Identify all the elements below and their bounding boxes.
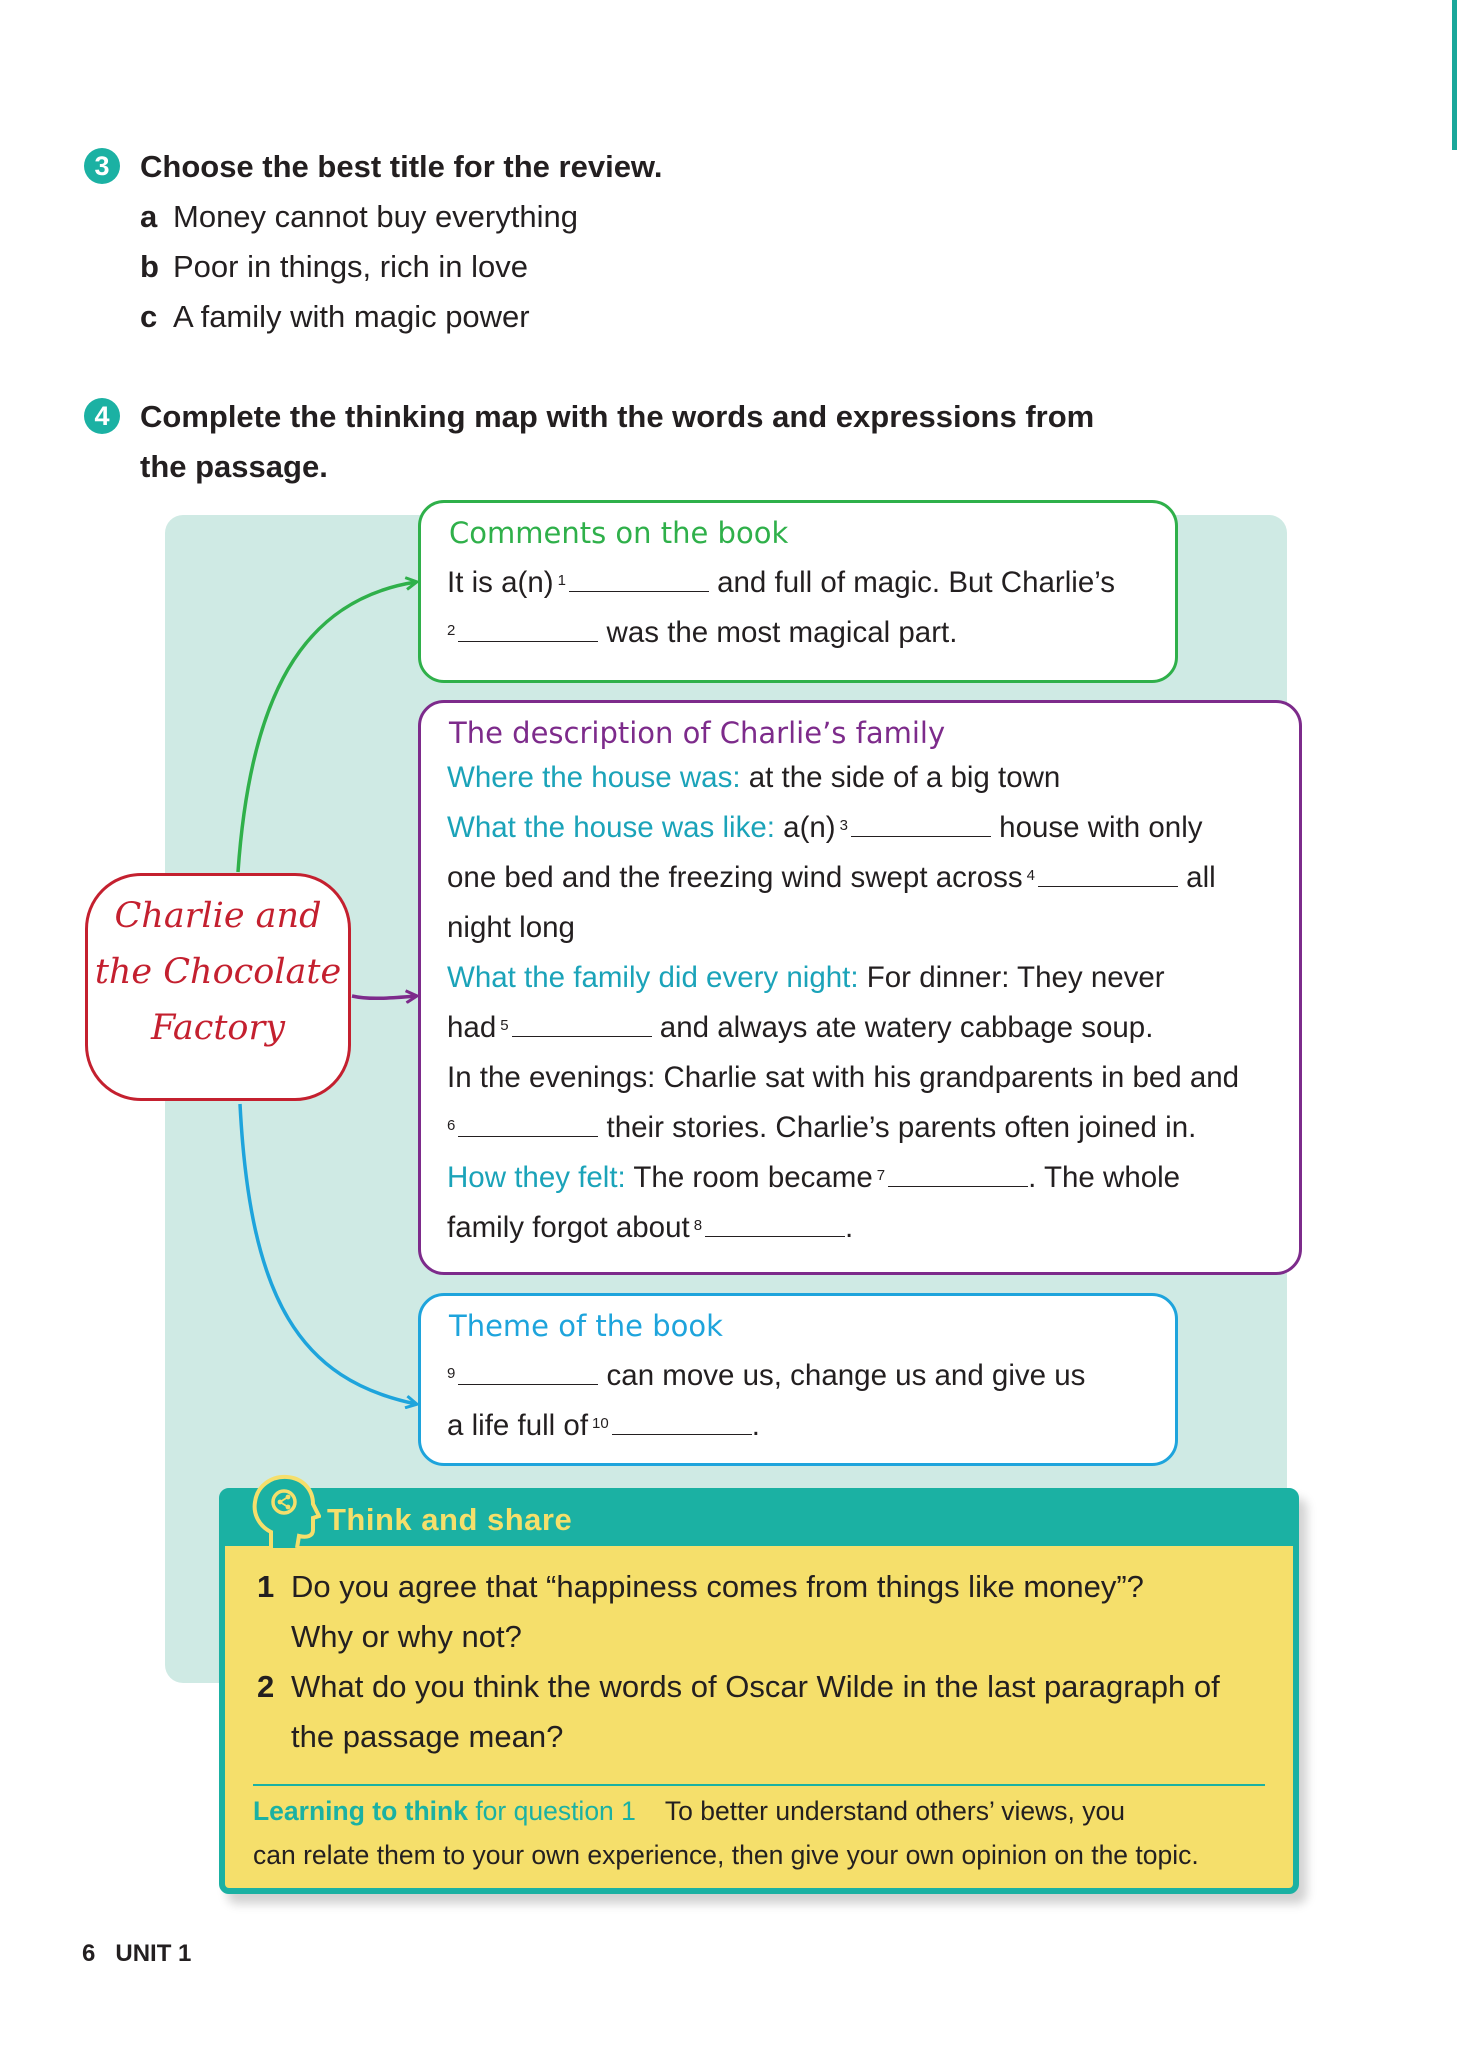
option-b-letter: b bbox=[140, 249, 159, 284]
family-text: For dinner: They never bbox=[866, 961, 1165, 994]
family-line-1 bbox=[447, 753, 1060, 803]
question-4-prompt-line1: Complete the thinking map with the words and expressions from bbox=[140, 399, 1095, 434]
family-text: one bed and the freezing wind swept across bbox=[447, 861, 1023, 894]
comments-line-2 bbox=[447, 608, 957, 658]
blank-number-9: 9 bbox=[447, 1365, 456, 1382]
map-center-book-title bbox=[85, 873, 351, 1101]
center-line-3: Factory bbox=[150, 1008, 286, 1048]
blank-5[interactable] bbox=[512, 1011, 652, 1037]
where-text: at the side of a big town bbox=[748, 761, 1061, 794]
blank-2[interactable] bbox=[458, 616, 598, 642]
family-line-6 bbox=[447, 1003, 1153, 1053]
think-question-1-line2: Why or why not? bbox=[291, 1619, 522, 1654]
family-text: a(n) bbox=[783, 811, 836, 844]
blank-8[interactable] bbox=[705, 1211, 845, 1237]
blank-6[interactable] bbox=[458, 1111, 598, 1137]
learning-divider bbox=[253, 1784, 1265, 1786]
option-c-text: A family with magic power bbox=[173, 299, 530, 334]
house-like-label: What the house was like: bbox=[447, 811, 775, 844]
blank-number-5: 5 bbox=[500, 1017, 509, 1034]
blank-3[interactable] bbox=[851, 811, 991, 837]
think-question-1 bbox=[257, 1562, 1144, 1662]
comments-box bbox=[418, 500, 1178, 683]
blank-number-8: 8 bbox=[693, 1217, 703, 1234]
learning-for-question: for question 1 bbox=[475, 1796, 636, 1826]
theme-line-2 bbox=[447, 1401, 760, 1451]
family-text: all bbox=[1186, 861, 1216, 894]
theme-text: a life full of bbox=[447, 1409, 589, 1442]
center-line-1: Charlie and bbox=[114, 896, 322, 936]
think-and-share-title: Think and share bbox=[327, 1502, 573, 1537]
blank-10[interactable] bbox=[612, 1409, 752, 1435]
learning-line-1 bbox=[253, 1789, 1199, 1833]
comments-text: It is a(n) bbox=[447, 566, 554, 599]
family-text: . bbox=[845, 1211, 854, 1244]
center-line-2: the Chocolate bbox=[94, 952, 342, 992]
option-a-text: Money cannot buy everything bbox=[173, 199, 578, 234]
page-number: 6 bbox=[82, 1940, 96, 1967]
blank-1[interactable] bbox=[569, 566, 709, 592]
question-4-prompt-line2: the passage. bbox=[140, 449, 328, 484]
family-line-2 bbox=[447, 803, 1203, 853]
comments-text: and full of magic. But Charlie’s bbox=[717, 566, 1116, 599]
comments-text: was the most magical part. bbox=[606, 616, 958, 649]
think-question-2-line2: the passage mean? bbox=[291, 1719, 564, 1754]
blank-number-1: 1 bbox=[557, 572, 566, 589]
family-line-5 bbox=[447, 953, 1165, 1003]
theme-text: can move us, change us and give us bbox=[606, 1359, 1086, 1392]
felt-label: How they felt: bbox=[447, 1161, 626, 1194]
family-text: family forgot about bbox=[447, 1211, 690, 1244]
blank-number-10: 10 bbox=[592, 1415, 609, 1432]
think-question-1-line1: Do you agree that “happiness comes from things like money”? bbox=[291, 1569, 1144, 1604]
unit-label: UNIT 1 bbox=[115, 1940, 192, 1967]
theme-line-1 bbox=[447, 1351, 1085, 1401]
learning-text-1: To better understand others’ views, you bbox=[664, 1796, 1125, 1826]
blank-4[interactable] bbox=[1038, 861, 1178, 887]
where-label: Where the house was: bbox=[447, 761, 741, 794]
learning-to-think-label: Learning to think bbox=[253, 1796, 468, 1826]
family-text: had bbox=[447, 1011, 497, 1044]
family-title: The description of Charlie’s family bbox=[449, 716, 946, 750]
theme-text: . bbox=[751, 1409, 760, 1442]
option-a-letter: a bbox=[140, 199, 158, 234]
theme-title: Theme of the book bbox=[449, 1309, 723, 1343]
arrow-to-comments bbox=[238, 582, 416, 872]
comments-title: Comments on the book bbox=[449, 516, 789, 550]
family-line-3 bbox=[447, 853, 1216, 903]
think-question-2-line1: What do you think the words of Oscar Wilde in the last paragraph of bbox=[291, 1669, 1220, 1704]
family-line-4: night long bbox=[447, 911, 575, 944]
question-4-number: 4 bbox=[84, 398, 120, 434]
blank-number-6: 6 bbox=[447, 1117, 456, 1134]
family-text: house with only bbox=[999, 811, 1203, 844]
family-line-8 bbox=[447, 1103, 1196, 1153]
blank-number-7: 7 bbox=[876, 1167, 886, 1184]
family-line-9 bbox=[447, 1153, 1180, 1203]
arrow-to-family bbox=[352, 996, 416, 998]
learning-to-think-note bbox=[253, 1789, 1199, 1877]
comments-line-1 bbox=[447, 558, 1115, 608]
family-text: and always ate watery cabbage soup. bbox=[659, 1011, 1154, 1044]
family-text: . The whole bbox=[1028, 1161, 1181, 1194]
learning-text-2: can relate them to your own experience, then give your own opinion on the topic. bbox=[253, 1840, 1199, 1870]
think-question-2-number: 2 bbox=[257, 1669, 275, 1704]
family-line-7: In the evenings: Charlie sat with his grandparents in bed and bbox=[447, 1061, 1240, 1094]
think-and-share-panel bbox=[219, 1488, 1299, 1894]
every-night-label: What the family did every night: bbox=[447, 961, 859, 994]
family-text: their stories. Charlie’s parents often joined in. bbox=[606, 1111, 1197, 1144]
head-share-icon bbox=[251, 1474, 321, 1552]
family-description-box bbox=[418, 700, 1302, 1275]
question-3-number: 3 bbox=[84, 148, 120, 184]
family-line-10 bbox=[447, 1203, 853, 1253]
page-footer bbox=[82, 1940, 191, 1968]
think-question-1-number: 1 bbox=[257, 1569, 275, 1604]
blank-number-3: 3 bbox=[839, 817, 848, 834]
blank-7[interactable] bbox=[888, 1161, 1028, 1187]
theme-box bbox=[418, 1293, 1178, 1466]
option-c-letter: c bbox=[140, 299, 158, 334]
arrow-to-theme bbox=[240, 1104, 416, 1404]
blank-number-2: 2 bbox=[447, 622, 456, 639]
question-3-prompt: Choose the best title for the review. bbox=[140, 149, 663, 184]
blank-9[interactable] bbox=[458, 1359, 598, 1385]
family-text: The room became bbox=[633, 1161, 873, 1194]
option-b-text: Poor in things, rich in love bbox=[173, 249, 528, 284]
blank-number-4: 4 bbox=[1026, 867, 1035, 884]
think-question-2 bbox=[257, 1662, 1220, 1762]
